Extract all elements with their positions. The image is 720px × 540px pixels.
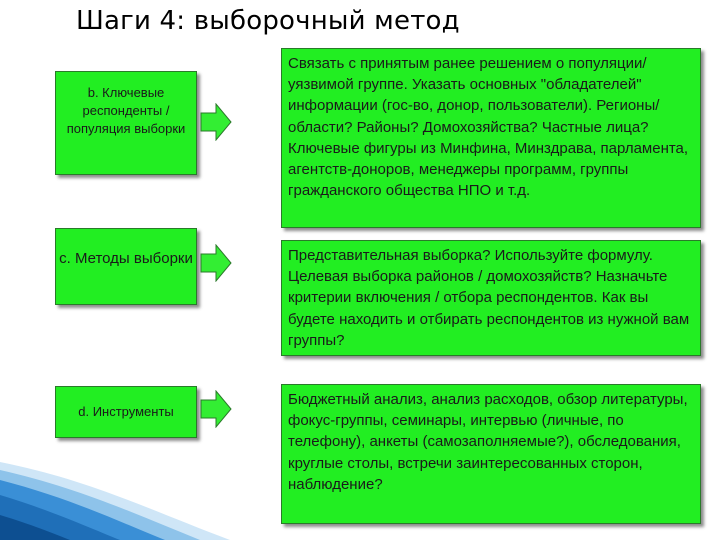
description-box-instruments (281, 384, 701, 524)
label-sampling-methods: c. Методы выборки (59, 250, 193, 267)
label-key-respondents: b. Ключевые респонденты / популяция выборки (66, 85, 186, 136)
description-box-key-respondents (281, 48, 701, 228)
description-box-sampling-methods (281, 240, 701, 356)
description-key-respondents: Связать с принятым ранее решением о популяции/уязвимой группе. Указать основных "обладателей" информации (гос-во, донор, пользователи). Регионы/области? Районы? Домохозяйства? Частные лица? Ключевые фигуры из Минфина, Минздрава, парламента, агентств-доноров, менеджеры программ, группы гражданского общества НПО и т.д. (288, 55, 689, 200)
page-title: Шаги 4: выборочный метод (76, 6, 460, 36)
description-instruments: Бюджетный анализ, анализ расходов, обзор литературы, фокус-группы, семинары, интервью (личные, по телефону), анкеты (самозаполняемые?), обследования, круглые столы, встречи заинтересованных сторон, наблюдение? (288, 391, 688, 493)
arrow-right-icon (200, 244, 232, 282)
label-instruments: d. Инструменты (78, 404, 174, 419)
label-box-instruments (55, 386, 197, 438)
arrow-right-icon (200, 390, 232, 428)
label-box-sampling-methods (55, 228, 197, 305)
arrow-right-icon (200, 103, 232, 141)
label-box-key-respondents (55, 71, 197, 175)
description-sampling-methods: Представительная выборка? Используйте формулу. Целевая выборка районов / домохозяйств? Назначьте критерии включения / отбора респондентов. Как вы будете находить и отбирать респондентов из нужной вам группы? (288, 247, 690, 349)
